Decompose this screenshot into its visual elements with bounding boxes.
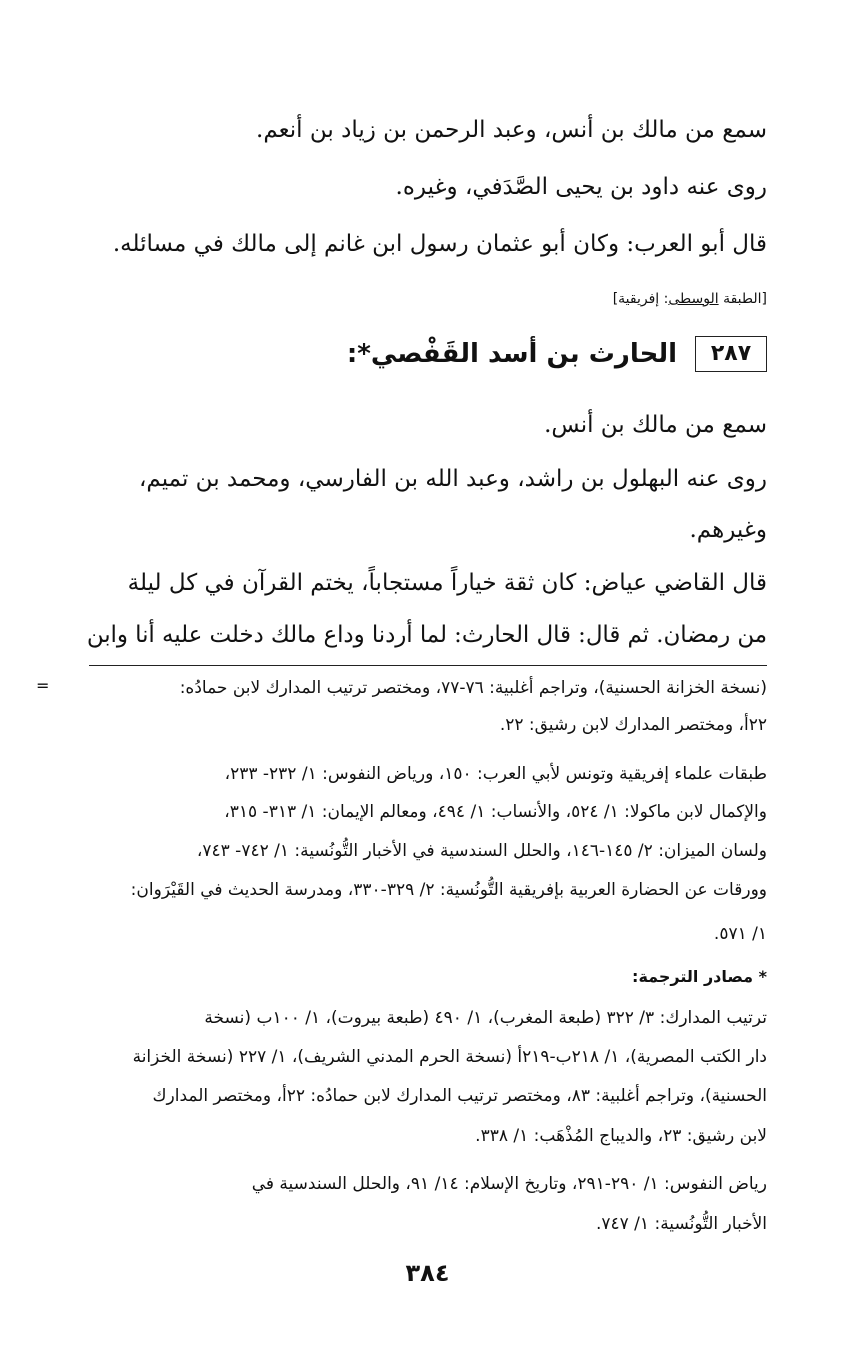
- entry-text-line: وغيرهم.: [689, 517, 767, 543]
- footnote-line: ولسان الميزان: ٢/ ١٤٥-١٤٦، والحلل السندسية في الأخبار التُّونُسية: ١/ ٧٤٢- ٧٤٣،: [196, 841, 767, 861]
- page-number: ٣٨٤: [405, 1259, 450, 1287]
- section-tag-open: [الطبقة: [718, 291, 767, 307]
- footnote-line: ١/ ٥٧١.: [713, 924, 767, 944]
- footnote-line: الأخبار التُّونُسية: ١/ ٧٤٧.: [595, 1214, 767, 1234]
- entry-title: الحارث بن أسد القَفْصي*:: [346, 339, 677, 369]
- main-text-line: سمع من مالك بن أنس، وعبد الرحمن بن زياد بن أنعم.: [256, 117, 767, 143]
- entry-text-line: سمع من مالك بن أنس.: [544, 412, 767, 438]
- main-text-line: قال أبو العرب: وكان أبو عثمان رسول ابن غانم إلى مالك في مسائله.: [112, 231, 767, 257]
- footnote-divider: [89, 665, 767, 666]
- main-text-line: روى عنه داود بن يحيى الصَّدَفي، وغيره.: [395, 174, 767, 200]
- footnote-line: ٢٢أ، ومختصر المدارك لابن رشيق: ٢٢.: [499, 715, 767, 735]
- continuation-mark: =: [36, 676, 50, 695]
- section-tag-underlined: الوسطى: [668, 291, 719, 307]
- entry-number-box: ٢٨٧: [695, 336, 767, 372]
- entry-text-line: من رمضان. ثم قال: قال الحارث: لما أردنا وداع مالك دخلت عليه أنا وابن: [86, 622, 767, 648]
- entry-text-line: روى عنه البهلول بن راشد، وعبد الله بن الفارسي، ومحمد بن تميم،: [139, 466, 767, 492]
- entry-text-line: قال القاضي عياض: كان ثقة خياراً مستجاباً، يختم القرآن في كل ليلة: [127, 570, 767, 596]
- footnote-line: وورقات عن الحضارة العربية بإفريقية التُّونُسية: ٢/ ٣٢٩-٣٣٠، ومدرسة الحديث في القَيْرَوان:: [130, 880, 767, 900]
- sources-heading: * مصادر الترجمة:: [632, 967, 767, 986]
- footnote-line: والإكمال لابن ماكولا: ١/ ٥٢٤، والأنساب: ١/ ٤٩٤، ومعالم الإيمان: ١/ ٣١٣- ٣١٥،: [224, 802, 767, 822]
- footnote-line: رياض النفوس: ١/ ٢٩٠-٢٩١، وتاريخ الإسلام: ١٤/ ٩١، والحلل السندسية في: [251, 1174, 767, 1194]
- section-tag: [613, 290, 767, 308]
- footnote-line: طبقات علماء إفريقية وتونس لأبي العرب: ١٥٠، ورياض النفوس: ١/ ٢٣٢- ٢٣٣،: [224, 764, 767, 784]
- footnote-line: ترتيب المدارك: ٣/ ٣٢٢ (طبعة المغرب)، ١/ ٤٩٠ (طبعة بيروت)، ١/ ١٠٠ب (نسخة: [204, 1008, 767, 1028]
- footnote-line: (نسخة الخزانة الحسنية)، وتراجم أغلبية: ٧٦-٧٧، ومختصر ترتيب المدارك لابن حمادُه:: [179, 678, 767, 698]
- footnote-line: الحسنية)، وتراجم أغلبية: ٨٣، ومختصر ترتيب المدارك لابن حمادُه: ٢٢أ، ومختصر المدارك: [152, 1086, 767, 1106]
- footnote-line: لابن رشيق: ٢٣، والديباج المُذْهَب: ١/ ٣٣٨.: [475, 1126, 767, 1146]
- section-tag-close: : إفريقية]: [612, 291, 669, 307]
- footnote-line: دار الكتب المصرية)، ١/ ٢١٨ب-٢١٩أ (نسخة الحرم المدني الشريف)، ١/ ٢٢٧ (نسخة الخزانة: [132, 1047, 767, 1067]
